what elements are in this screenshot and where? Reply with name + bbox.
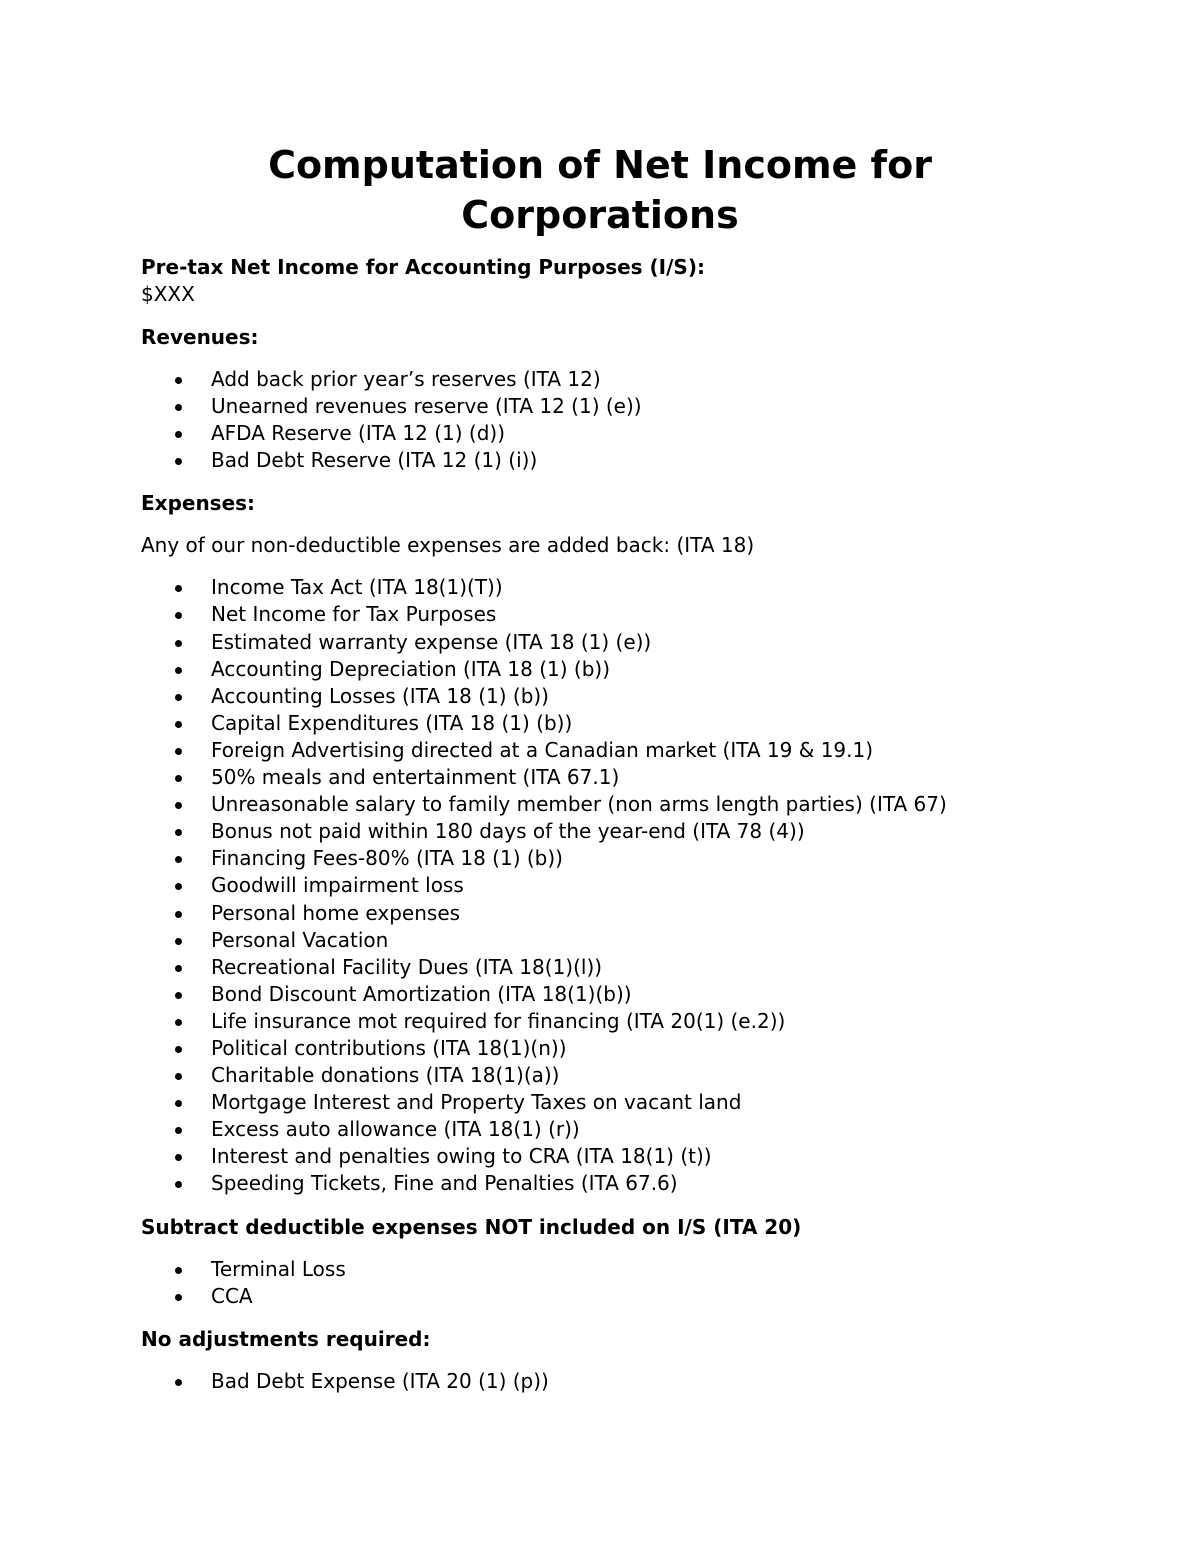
list-item — [141, 574, 1091, 601]
bullet-icon — [175, 1100, 182, 1107]
list-item-text: Add back prior year’s reserves (ITA 12) — [211, 367, 601, 391]
list-item-text: Unreasonable salary to family member (non arms length parties) (ITA 67) — [211, 792, 947, 817]
list-item — [141, 629, 1091, 656]
subtract-heading: Subtract deductible expenses NOT included on I/S (ITA 20) — [141, 1214, 802, 1239]
list-item-text: Unearned revenues reserve (ITA 12 (1) (e)) — [211, 394, 642, 419]
list-item-text: AFDA Reserve (ITA 12 (1) (d)) — [211, 421, 506, 446]
list-item — [141, 954, 1091, 981]
bullet-icon — [175, 1181, 182, 1188]
bullet-icon — [175, 1127, 182, 1134]
bullet-icon — [175, 802, 182, 809]
list-item-text: Financing Fees-80% (ITA 18 (1) (b)) — [211, 846, 563, 871]
pretax-value: $XXX — [141, 282, 195, 306]
list-item — [141, 420, 1091, 447]
bullet-icon — [175, 612, 182, 619]
list-item — [141, 1008, 1091, 1035]
expenses-heading: Expenses: — [141, 491, 256, 516]
subtract-list — [141, 1256, 1091, 1310]
list-item-text: Recreational Facility Dues (ITA 18(1)(l)) — [211, 954, 603, 979]
list-item-text: Estimated warranty expense (ITA 18 (1) (e)) — [211, 629, 652, 654]
bullet-icon — [175, 748, 182, 755]
bullet-icon — [175, 1019, 182, 1026]
list-item — [141, 1256, 1091, 1283]
bullet-icon — [175, 431, 182, 438]
list-item — [141, 981, 1091, 1008]
list-item — [141, 1035, 1091, 1062]
bullet-icon — [175, 667, 182, 674]
list-item-text: Terminal Loss — [211, 1256, 346, 1281]
list-item-text: Personal Vacation — [211, 927, 389, 952]
list-item — [141, 710, 1091, 737]
list-item — [141, 601, 1091, 628]
list-item-text: Net Income for Tax Purposes — [211, 602, 497, 627]
list-item — [141, 737, 1091, 764]
bullet-icon — [175, 938, 182, 945]
bullet-icon — [175, 1294, 182, 1301]
list-item — [141, 927, 1091, 954]
bullet-icon — [175, 377, 182, 384]
bullet-icon — [175, 856, 182, 863]
list-item-text: Bad Debt Expense (ITA 20 (1) (p)) — [211, 1368, 549, 1393]
list-item — [141, 791, 1091, 818]
list-item-text: Bond Discount Amortization (ITA 18(1)(b)) — [211, 981, 632, 1006]
list-item — [141, 447, 1091, 474]
list-item — [141, 656, 1091, 683]
list-item — [141, 1368, 1091, 1395]
bullet-icon — [175, 640, 182, 647]
list-item-text: Income Tax Act (ITA 18(1)(T)) — [211, 575, 503, 600]
list-item-text: Accounting Losses (ITA 18 (1) (b)) — [211, 683, 549, 708]
bullet-icon — [175, 1046, 182, 1053]
bullet-icon — [175, 1379, 182, 1386]
revenues-list — [141, 366, 1091, 474]
list-item — [141, 1283, 1091, 1310]
bullet-icon — [175, 585, 182, 592]
bullet-icon — [175, 721, 182, 728]
bullet-icon — [175, 458, 182, 465]
list-item — [141, 818, 1091, 845]
list-item — [141, 764, 1091, 791]
pretax-heading: Pre-tax Net Income for Accounting Purposes (I/S): — [141, 255, 705, 279]
list-item — [141, 900, 1091, 927]
bullet-icon — [175, 1154, 182, 1161]
list-item-text: Excess auto allowance (ITA 18(1) (r)) — [211, 1117, 580, 1142]
document-body — [141, 254, 1091, 1395]
bullet-icon — [175, 829, 182, 836]
title-line-2: Corporations — [461, 193, 739, 237]
list-item — [141, 1089, 1091, 1116]
list-item — [141, 1062, 1091, 1089]
list-item — [141, 872, 1091, 899]
page-title — [0, 140, 1200, 240]
expenses-list — [141, 574, 1091, 1197]
bullet-icon — [175, 1267, 182, 1274]
list-item — [141, 845, 1091, 872]
list-item-text: CCA — [211, 1283, 253, 1308]
bullet-icon — [175, 1073, 182, 1080]
bullet-icon — [175, 992, 182, 999]
list-item-text: Capital Expenditures (ITA 18 (1) (b)) — [211, 710, 573, 735]
list-item-text: Accounting Depreciation (ITA 18 (1) (b)) — [211, 656, 611, 681]
bullet-icon — [175, 965, 182, 972]
list-item-text: Foreign Advertising directed at a Canadian market (ITA 19 & 19.1) — [211, 737, 874, 762]
bullet-icon — [175, 911, 182, 918]
list-item-text: Interest and penalties owing to CRA (ITA 18(1) (t)) — [211, 1144, 712, 1169]
list-item-text: Goodwill impairment loss — [211, 873, 464, 898]
list-item — [141, 393, 1091, 420]
bullet-icon — [175, 775, 182, 782]
list-item-text: Charitable donations (ITA 18(1)(a)) — [211, 1063, 560, 1088]
list-item-text: Personal home expenses — [211, 900, 461, 925]
list-item-text: 50% meals and entertainment (ITA 67.1) — [211, 765, 620, 790]
no-adjustments-list — [141, 1368, 1091, 1395]
list-item-text: Bad Debt Reserve (ITA 12 (1) (i)) — [211, 448, 538, 473]
expenses-intro: Any of our non-deductible expenses are added back: (ITA 18) — [141, 533, 755, 558]
no-adjustments-heading: No adjustments required: — [141, 1326, 431, 1351]
bullet-icon — [175, 883, 182, 890]
list-item — [141, 1170, 1091, 1197]
list-item — [141, 1143, 1091, 1170]
bullet-icon — [175, 404, 182, 411]
list-item-text: Mortgage Interest and Property Taxes on vacant land — [211, 1090, 742, 1115]
list-item — [141, 366, 1091, 393]
list-item-text: Political contributions (ITA 18(1)(n)) — [211, 1035, 567, 1060]
bullet-icon — [175, 694, 182, 701]
list-item-text: Speeding Tickets, Fine and Penalties (ITA 67.6) — [211, 1171, 678, 1196]
list-item-text: Life insurance mot required for financing (ITA 20(1) (e.2)) — [211, 1008, 786, 1033]
list-item-text: Bonus not paid within 180 days of the year-end (ITA 78 (4)) — [211, 819, 805, 844]
title-line-1: Computation of Net Income for — [268, 143, 932, 187]
list-item — [141, 683, 1091, 710]
revenues-heading: Revenues: — [141, 325, 259, 349]
list-item — [141, 1116, 1091, 1143]
